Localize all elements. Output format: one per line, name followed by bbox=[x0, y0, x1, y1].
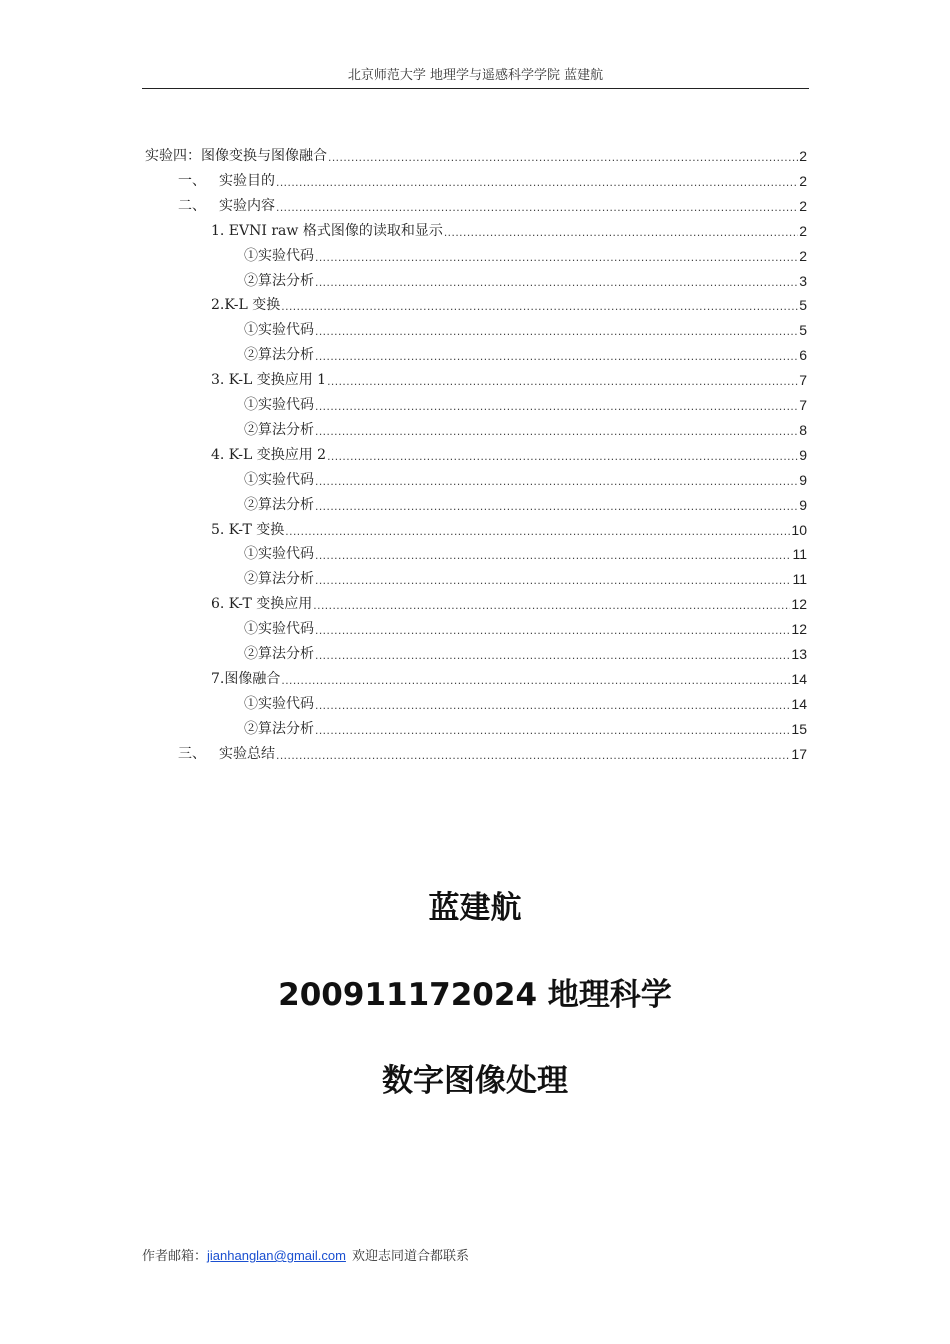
toc-entry-title: ②算法分析 bbox=[244, 720, 314, 737]
toc-entry-page: 2 bbox=[799, 172, 807, 189]
toc-leader-dots bbox=[328, 149, 798, 165]
toc-entry[interactable] bbox=[211, 215, 807, 240]
toc-entry-page: 5 bbox=[799, 322, 807, 339]
toc-leader-dots bbox=[444, 224, 798, 240]
toc-entry-page: 13 bbox=[791, 646, 807, 662]
page-header: 北京师范大学 地理学与遥感科学学院 蓝建航 bbox=[347, 68, 604, 83]
toc-entry[interactable] bbox=[211, 364, 807, 389]
toc-entry-page: 17 bbox=[791, 745, 807, 762]
toc-entry[interactable] bbox=[244, 240, 807, 265]
footer-email-link[interactable]: jianhanglan@gmail.com bbox=[207, 1248, 346, 1263]
toc-leader-dots bbox=[315, 498, 798, 514]
toc-entry-number: 二、 bbox=[178, 197, 206, 214]
toc-entry-page: 8 bbox=[799, 421, 807, 438]
toc-entry[interactable] bbox=[244, 613, 807, 638]
toc-entry-page: 9 bbox=[799, 496, 807, 513]
toc-entry-page: 6 bbox=[799, 347, 807, 364]
toc-entry-title: 5. K-T 变换 bbox=[211, 521, 285, 538]
toc-entry-title: 3. K-L 变换应用 1 bbox=[211, 372, 327, 389]
toc-entry-title: 实验总结 bbox=[219, 745, 275, 762]
toc-entry[interactable] bbox=[244, 389, 807, 414]
toc-entry-title: ①实验代码 bbox=[244, 621, 314, 638]
toc-leader-dots bbox=[315, 423, 798, 439]
toc-entry-page: 7 bbox=[799, 372, 807, 389]
toc-entry-title: 实验内容 bbox=[219, 197, 275, 214]
toc-entry[interactable] bbox=[244, 538, 807, 563]
header-rule bbox=[142, 88, 809, 89]
toc-entry-title: ②算法分析 bbox=[244, 571, 314, 588]
toc-leader-dots bbox=[315, 274, 798, 290]
toc-entry-page: 2 bbox=[799, 148, 807, 164]
toc-entry[interactable] bbox=[244, 688, 807, 713]
toc-leader-dots bbox=[315, 647, 790, 663]
toc-entry[interactable] bbox=[244, 265, 807, 290]
toc-entry-title: ②算法分析 bbox=[244, 496, 314, 513]
toc-entry[interactable] bbox=[211, 439, 807, 464]
toc-entry-title: 6. K-T 变换应用 bbox=[211, 596, 313, 613]
toc-entry[interactable] bbox=[211, 514, 807, 539]
toc-leader-dots bbox=[315, 348, 798, 364]
toc-leader-dots bbox=[315, 323, 798, 339]
toc-entry-title: ②算法分析 bbox=[244, 646, 314, 662]
toc-entry[interactable] bbox=[244, 563, 807, 588]
toc-entry-page: 10 bbox=[791, 521, 807, 538]
toc-leader-dots bbox=[276, 199, 798, 215]
toc-entry-title: 1. EVNI raw 格式图像的读取和显示 bbox=[211, 222, 443, 239]
toc-leader-dots bbox=[276, 747, 790, 763]
cover-course: 数字图像处理 bbox=[382, 1063, 568, 1099]
toc-entry-page: 2 bbox=[799, 197, 807, 214]
toc-entry-title: ②算法分析 bbox=[244, 272, 314, 289]
toc-entry[interactable] bbox=[178, 738, 807, 763]
toc-leader-dots bbox=[313, 597, 790, 613]
toc-leader-dots bbox=[276, 174, 798, 190]
toc-entry-title: 4. K-L 变换应用 2 bbox=[211, 446, 327, 463]
toc-entry-number: 三、 bbox=[178, 745, 206, 762]
toc-entry-title: ②算法分析 bbox=[244, 421, 314, 438]
toc-entry[interactable] bbox=[145, 140, 807, 165]
toc-entry[interactable] bbox=[244, 713, 807, 738]
toc-entry-page: 7 bbox=[799, 397, 807, 413]
toc-entry-title: ①实验代码 bbox=[244, 471, 314, 488]
toc-entry-page: 15 bbox=[791, 720, 807, 737]
toc-entry-title: 实验目的 bbox=[219, 172, 275, 189]
toc-entry-page: 5 bbox=[799, 297, 807, 314]
toc-entry[interactable] bbox=[244, 489, 807, 514]
page-footer bbox=[142, 1246, 469, 1267]
toc-entry-page: 11 bbox=[792, 546, 807, 563]
toc-leader-dots bbox=[315, 547, 791, 563]
toc-entry-page: 2 bbox=[799, 247, 807, 264]
toc-entry[interactable] bbox=[244, 464, 807, 489]
toc-leader-dots bbox=[315, 722, 790, 738]
toc-entry-page: 11 bbox=[792, 571, 807, 588]
toc-entry-page: 12 bbox=[791, 621, 807, 638]
toc-entry-title: ①实验代码 bbox=[244, 546, 314, 563]
toc-leader-dots bbox=[281, 298, 798, 314]
toc-leader-dots bbox=[285, 523, 790, 539]
toc-leader-dots bbox=[315, 398, 798, 414]
toc-entry-title: ①实验代码 bbox=[244, 397, 314, 413]
toc-entry[interactable] bbox=[211, 289, 807, 314]
toc-entry[interactable] bbox=[178, 190, 807, 215]
toc-leader-dots bbox=[327, 448, 798, 464]
toc-entry-page: 2 bbox=[799, 222, 807, 239]
toc-leader-dots bbox=[315, 697, 790, 713]
toc-entry-page: 14 bbox=[791, 695, 807, 712]
toc-entry-page: 3 bbox=[799, 272, 807, 289]
footer-label: 作者邮箱： bbox=[142, 1249, 208, 1264]
toc-entry[interactable] bbox=[244, 339, 807, 364]
toc-leader-dots bbox=[315, 572, 791, 588]
toc-entry-page: 14 bbox=[791, 670, 807, 687]
toc-entry[interactable] bbox=[244, 638, 807, 663]
toc-entry[interactable] bbox=[211, 663, 807, 688]
toc-entry-title: 7.图像融合 bbox=[211, 670, 281, 687]
toc-entry-number: 一、 bbox=[178, 172, 206, 189]
toc-entry-title: ②算法分析 bbox=[244, 347, 314, 364]
toc-leader-dots bbox=[315, 473, 798, 489]
toc-entry-page: 12 bbox=[791, 596, 807, 613]
toc-entry-title: 实验四：图像变换与图像融合 bbox=[145, 148, 327, 164]
toc-entry-title: ①实验代码 bbox=[244, 247, 314, 264]
toc-leader-dots bbox=[315, 622, 790, 638]
toc-entry[interactable] bbox=[178, 165, 807, 190]
toc-entry[interactable] bbox=[244, 314, 807, 339]
toc-leader-dots bbox=[327, 373, 798, 389]
toc-leader-dots bbox=[281, 672, 790, 688]
toc-entry[interactable] bbox=[211, 588, 807, 613]
toc-entry-title: ①实验代码 bbox=[244, 695, 314, 712]
toc-entry-title: 2.K-L 变换 bbox=[211, 297, 281, 314]
toc-entry[interactable] bbox=[244, 414, 807, 439]
toc-leader-dots bbox=[315, 249, 798, 265]
cover-id-major: 200911172024 地理科学 bbox=[278, 977, 672, 1013]
toc-entry-page: 9 bbox=[799, 471, 807, 488]
toc-entry-title: ①实验代码 bbox=[244, 322, 314, 339]
toc-entry-page: 9 bbox=[799, 446, 807, 463]
footer-note: 欢迎志同道合都联系 bbox=[351, 1249, 469, 1264]
cover-author: 蓝建航 bbox=[428, 890, 522, 926]
